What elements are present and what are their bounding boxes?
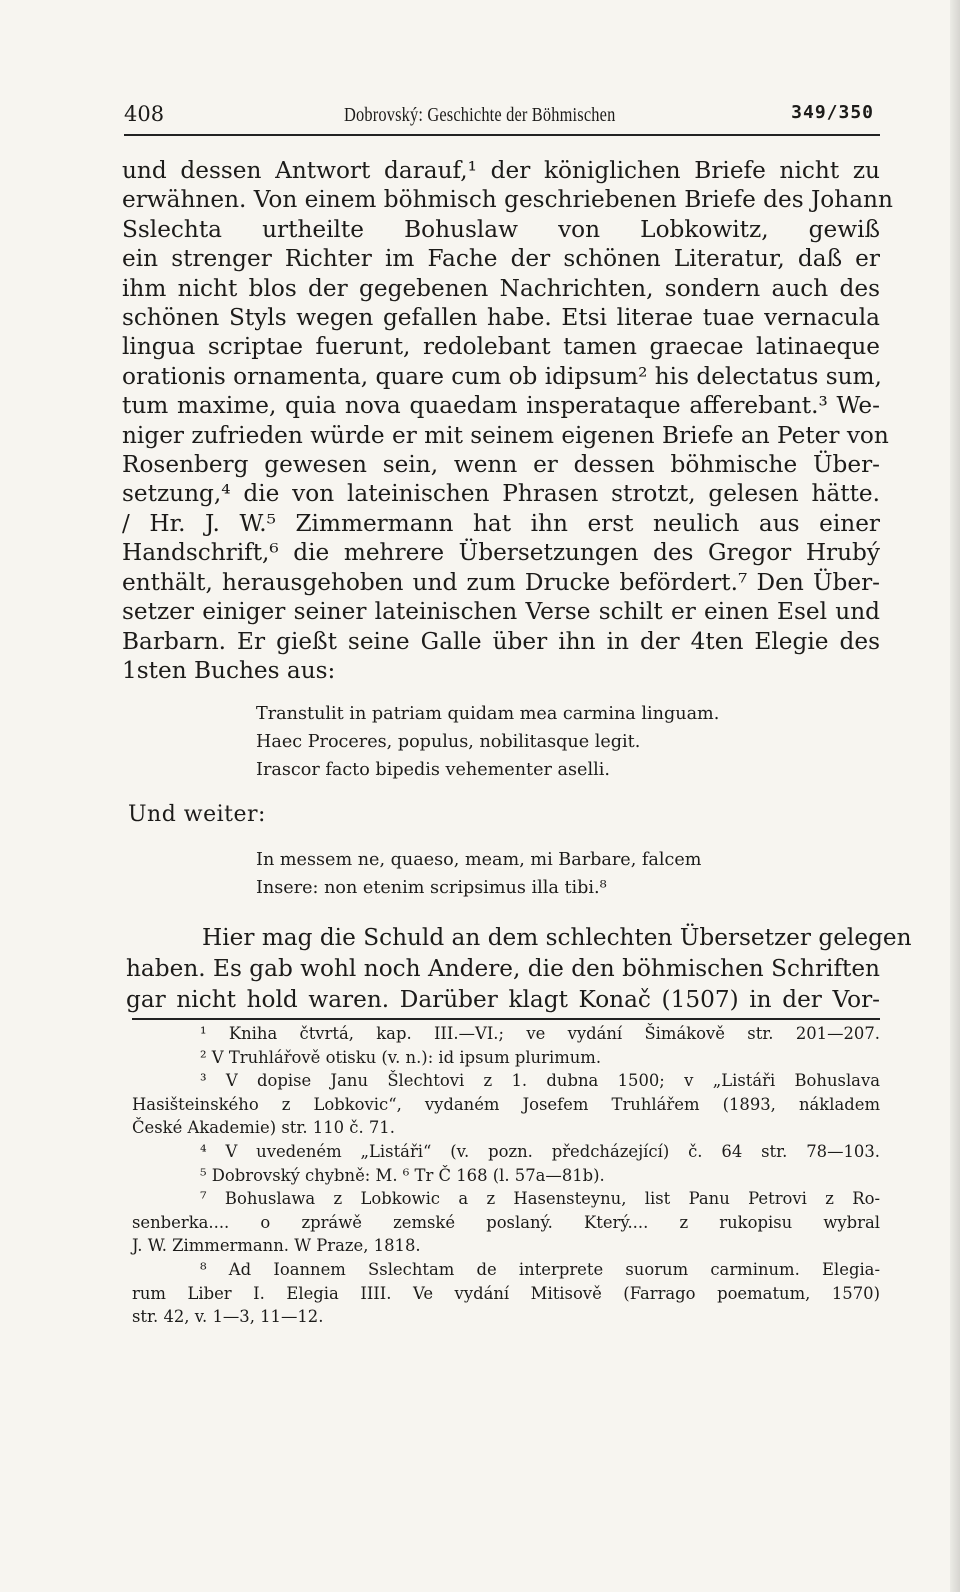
footnote-line: ⁵ Dobrovský chybně: M. ⁶ Tr Č 168 (l. 57a—81b). — [200, 1165, 605, 1185]
verse-line: In messem ne, quaeso, meam, mi Barbare, falcem — [256, 850, 702, 870]
footnote-line: senberka.... o zpráwě zemské poslaný. Který.... z rukopisu wybral — [132, 1212, 880, 1232]
page-reference: 349/350 — [791, 102, 874, 123]
text-line: haben. Es gab wohl noch Andere, die den böhmischen Schriften — [126, 955, 880, 982]
text-line: Hier mag die Schuld an dem schlechten Übersetzer gelegen — [202, 924, 912, 951]
text-line: tum maxime, quia nova quaedam insperataque afferebant.³ We- — [122, 392, 880, 420]
footnote-line: ⁷ Bohuslawa z Lobkowic a z Hasensteynu, list Panu Petrovi z Ro- — [200, 1189, 880, 1209]
text-line: enthält, herausgehoben und zum Drucke befördert.⁷ Den Über- — [122, 568, 880, 596]
verse-line: Irascor facto bipedis vehementer aselli. — [256, 760, 610, 780]
footnote-line: ² V Truhlářově otisku (v. n.): id ipsum plurimum. — [200, 1047, 602, 1067]
text-line: gar nicht hold waren. Darüber klagt Konač (1507) in der Vor- — [126, 986, 880, 1013]
verse-line: Insere: non etenim scripsimus illa tibi.⁸ — [256, 878, 607, 898]
text-line: ein strenger Richter im Fache der schönen Literatur, daß er — [122, 245, 880, 273]
footnote-line: ⁴ V uvedeném „Listáři“ (v. pozn. předcházející) č. 64 str. 78—103. — [200, 1141, 880, 1161]
footnote-line: České Akademie) str. 110 č. 71. — [132, 1118, 395, 1138]
text-line: Handschrift,⁶ die mehrere Übersetzungen des Gregor Hrubý — [122, 539, 880, 567]
verse-quote-2 — [256, 846, 816, 902]
und-weiter-label: Und weiter: — [128, 802, 266, 827]
text-line: Barbarn. Er gießt seine Galle über ihn in der 4ten Elegie des — [122, 627, 880, 655]
text-line: 1sten Buches aus: — [122, 656, 336, 684]
text-line: orationis ornamenta, quare cum ob idipsum² his delectatus sum, — [122, 362, 882, 390]
footnote-line: rum Liber I. Elegia IIII. Ve vydání Mitisově (Farrago poematum, 1570) — [132, 1283, 880, 1303]
main-paragraph — [122, 156, 893, 685]
verse-line: Haec Proceres, populus, nobilitasque legit. — [256, 732, 641, 752]
page-number: 408 — [124, 102, 165, 126]
page-header — [124, 98, 880, 136]
text-line: ihm nicht blos der gegebenen Nachrichten, sondern auch des — [122, 274, 880, 302]
text-line: / Hr. J. W.⁵ Zimmermann hat ihn erst neulich aus einer — [122, 509, 880, 537]
text-line: schönen Styls wegen gefallen habe. Etsi literae tuae vernacula — [122, 304, 880, 332]
footnote-line: ⁸ Ad Ioannem Sslechtam de interprete suorum carminum. Elegia- — [200, 1259, 880, 1279]
footnote-line: Hasišteinského z Lobkovic“, vydaném Josefem Truhlářem (1893, nákladem — [132, 1094, 880, 1114]
footnote-rule — [132, 1018, 880, 1020]
verse-quote-1 — [256, 700, 816, 784]
text-line: Rosenberg gewesen sein, wenn er dessen böhmische Über- — [122, 451, 880, 479]
footnote-line: ³ V dopise Janu Šlechtovi z 1. dubna 1500; v „Listáři Bohuslava — [200, 1071, 880, 1091]
text-line: erwähnen. Von einem böhmisch geschriebenen Briefe des Johann — [122, 186, 893, 214]
footnote-line: J. W. Zimmermann. W Praze, 1818. — [132, 1236, 421, 1256]
text-line: lingua scriptae fuerunt, redolebant tamen graecae latinaeque — [122, 333, 880, 361]
text-line: Sslechta urtheilte Bohuslaw von Lobkowitz, gewiß — [122, 215, 880, 243]
running-title: Dobrovský: Geschichte der Böhmischen — [344, 104, 616, 126]
footnote-line: str. 42, v. 1—3, 11—12. — [132, 1307, 324, 1327]
text-line: setzung,⁴ die von lateinischen Phrasen strotzt, gelesen hätte. — [122, 480, 880, 508]
footnotes — [132, 1022, 880, 1329]
footnote-line: ¹ Kniha čtvrtá, kap. III.—VI.; ve vydání Šimákově str. 201—207. — [200, 1024, 880, 1043]
text-line: niger zufrieden würde er mit seinem eigenen Briefe an Peter von — [122, 421, 889, 449]
second-paragraph — [126, 922, 912, 1015]
text-line: setzer einiger seiner lateinischen Verse schilt er einen Esel und — [122, 598, 880, 626]
page-edge — [950, 0, 960, 1592]
text-line: und dessen Antwort darauf,¹ der königlichen Briefe nicht zu — [122, 157, 880, 184]
verse-line: Transtulit in patriam quidam mea carmina linguam. — [256, 704, 720, 724]
